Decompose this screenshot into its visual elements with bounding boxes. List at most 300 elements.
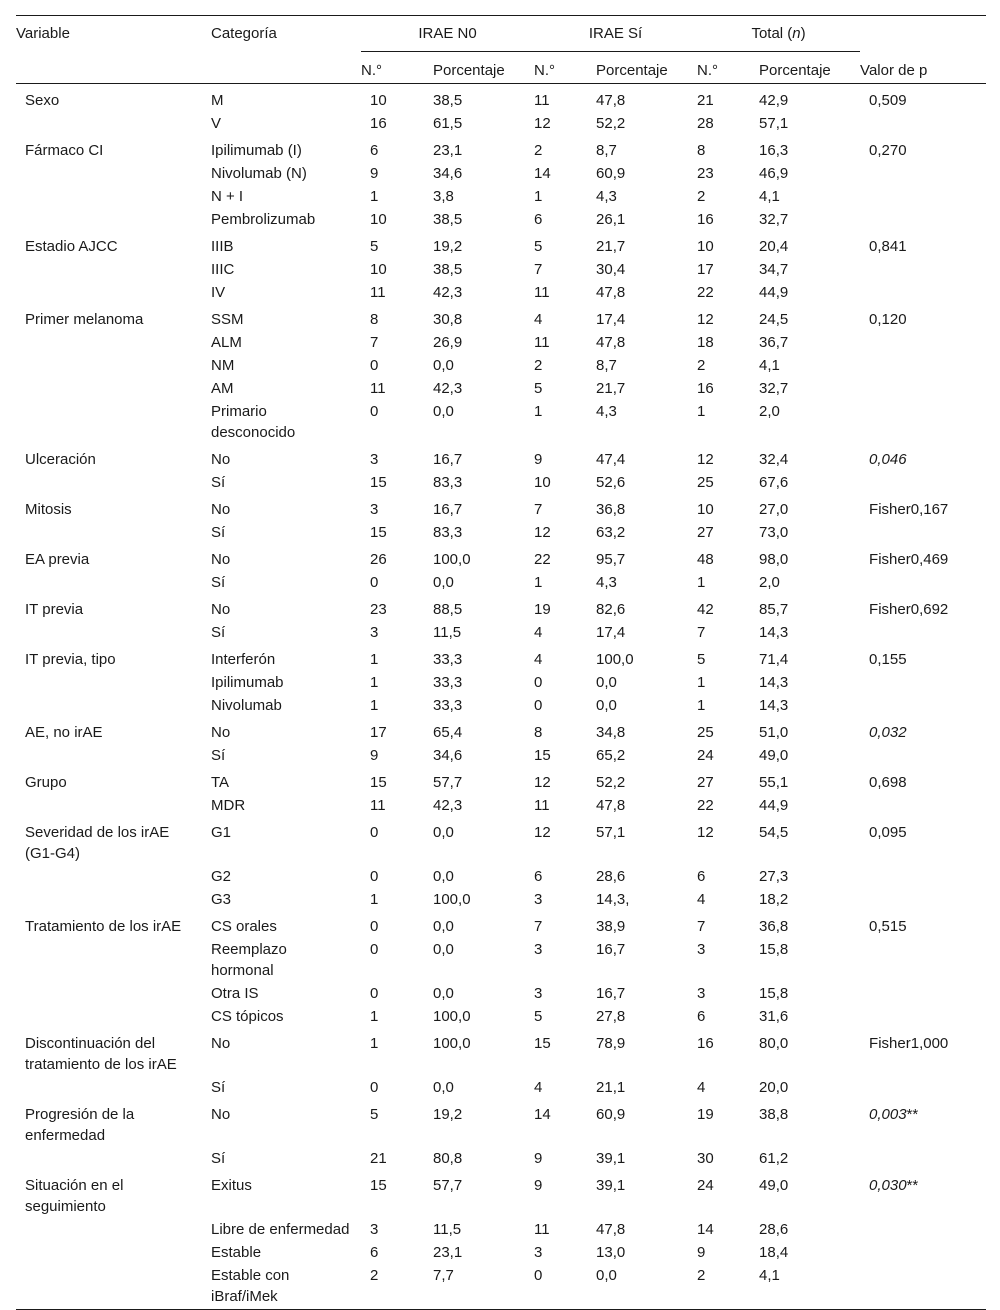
- pct-total-cell: 14,3: [759, 623, 789, 641]
- n-irae-no-cell: 21: [370, 1149, 387, 1167]
- header-variable: Variable: [16, 25, 70, 42]
- category-cell: Nivolumab (N): [211, 164, 307, 182]
- n-total-cell: 1: [697, 673, 706, 691]
- pct-total-cell: 51,0: [759, 723, 789, 741]
- pct-irae-si-cell: 0,0: [596, 1266, 617, 1284]
- n-irae-no-cell: 11: [370, 796, 386, 814]
- category-cell: CS tópicos: [211, 1007, 284, 1025]
- pct-irae-no-cell: 42,3: [433, 796, 463, 814]
- pct-irae-si-cell: 63,2: [596, 523, 626, 541]
- n-irae-no-cell: 16: [370, 114, 387, 132]
- variable-cell: EA previa: [25, 550, 90, 568]
- n-total-cell: 1: [697, 402, 706, 420]
- category-cell: Nivolumab: [211, 696, 282, 714]
- table-row: [16, 445, 986, 472]
- pct-irae-si-cell: 38,9: [596, 917, 626, 935]
- category-cell: No: [211, 500, 231, 518]
- n-irae-no-cell: 3: [370, 500, 379, 518]
- pct-irae-si-cell: 39,1: [596, 1176, 626, 1194]
- pct-total-cell: 49,0: [759, 746, 789, 764]
- p-value-cell: [860, 745, 986, 768]
- p-value: 0,841: [869, 237, 907, 255]
- variable-cell: [16, 378, 211, 401]
- n-total-cell: 19: [697, 1105, 714, 1123]
- pct-total-cell: 98,0: [759, 550, 789, 568]
- pct-total-cell: 2,0: [759, 402, 780, 420]
- pct-total-cell: 31,6: [759, 1007, 789, 1025]
- pct-total-cell: 32,4: [759, 450, 789, 468]
- n-total-cell: 12: [697, 823, 714, 841]
- category-cell: SSM: [211, 310, 244, 328]
- p-value-significance-marker: **: [906, 1176, 919, 1194]
- variable-cell: IT previa, tipo: [25, 650, 116, 668]
- p-value-cell: [860, 1006, 986, 1029]
- pct-irae-no-cell: 0,0: [433, 573, 454, 591]
- table-row: [16, 718, 986, 745]
- category-cell: N + I: [211, 187, 244, 205]
- category-cell: IIIB: [211, 237, 234, 255]
- pct-total-cell: 85,7: [759, 600, 789, 618]
- category-cell: Estable con iBraf/iMek: [211, 1266, 290, 1305]
- header-n-1: N.°: [361, 52, 433, 83]
- n-irae-no-cell: 0: [370, 573, 379, 591]
- n-irae-no-cell: 0: [370, 356, 379, 374]
- p-value: 0,155: [869, 650, 907, 668]
- variable-cell: [16, 472, 211, 495]
- table-row: [16, 355, 986, 378]
- category-cell: Primario desconocido: [211, 402, 296, 441]
- n-irae-no-cell: 1: [370, 890, 379, 908]
- n-irae-no-cell: 9: [370, 746, 379, 764]
- n-total-cell: 22: [697, 283, 714, 301]
- pct-irae-si-cell: 16,7: [596, 984, 626, 1002]
- pct-irae-no-cell: 0,0: [433, 402, 454, 420]
- n-irae-si-cell: 15: [534, 746, 551, 764]
- pct-total-cell: 38,8: [759, 1105, 789, 1123]
- n-irae-si-cell: 12: [534, 114, 551, 132]
- p-value: 0,003: [869, 1105, 907, 1123]
- pct-irae-si-cell: 65,2: [596, 746, 626, 764]
- pct-irae-no-cell: 16,7: [433, 500, 463, 518]
- pct-irae-si-cell: 21,7: [596, 379, 626, 397]
- pct-irae-no-cell: 100,0: [433, 890, 471, 908]
- pct-total-cell: 20,4: [759, 237, 789, 255]
- pct-irae-no-cell: 38,5: [433, 91, 463, 109]
- n-irae-si-cell: 11: [534, 283, 550, 301]
- n-irae-no-cell: 8: [370, 310, 379, 328]
- header-row-1: [16, 16, 986, 53]
- p-value-cell: [860, 622, 986, 645]
- variable-cell: Discontinuación del tratamiento de los irAE: [25, 1034, 177, 1073]
- n-irae-si-cell: 12: [534, 523, 551, 541]
- table-row: [16, 1100, 986, 1148]
- n-irae-si-cell: 11: [534, 333, 550, 351]
- table-row: [16, 259, 986, 282]
- results-table-container: [16, 15, 986, 1310]
- n-irae-no-cell: 11: [370, 283, 386, 301]
- pct-irae-si-cell: 39,1: [596, 1149, 626, 1167]
- n-total-cell: 21: [697, 91, 714, 109]
- category-cell: MDR: [211, 796, 246, 814]
- pct-irae-no-cell: 0,0: [433, 1078, 454, 1096]
- p-value-cell: [860, 718, 986, 745]
- pct-irae-no-cell: 26,9: [433, 333, 463, 351]
- n-irae-no-cell: 1: [370, 187, 379, 205]
- p-value-cell: [860, 1171, 986, 1219]
- pct-irae-si-cell: 47,8: [596, 333, 626, 351]
- variable-cell: Ulceración: [25, 450, 96, 468]
- pct-total-cell: 32,7: [759, 210, 789, 228]
- n-total-cell: 12: [697, 450, 714, 468]
- table-row: [16, 1148, 986, 1171]
- n-total-cell: 2: [697, 356, 706, 374]
- table-row: [16, 1265, 986, 1310]
- pct-irae-si-cell: 21,7: [596, 237, 626, 255]
- table-row: [16, 209, 986, 232]
- header-categoria: Categoría: [211, 25, 277, 42]
- pct-irae-no-cell: 23,1: [433, 1243, 463, 1261]
- pct-irae-no-cell: 80,8: [433, 1149, 463, 1167]
- p-value: 0,120: [869, 310, 907, 328]
- n-irae-si-cell: 7: [534, 260, 543, 278]
- pct-irae-no-cell: 7,7: [433, 1266, 454, 1284]
- pct-irae-no-cell: 16,7: [433, 450, 463, 468]
- p-value-cell: [860, 889, 986, 912]
- variable-cell: [16, 259, 211, 282]
- pct-irae-no-cell: 65,4: [433, 723, 463, 741]
- n-irae-no-cell: 3: [370, 623, 379, 641]
- n-irae-si-cell: 12: [534, 823, 551, 841]
- results-table-body: [16, 83, 986, 1309]
- results-table: [16, 15, 986, 1310]
- pct-total-cell: 16,3: [759, 141, 789, 159]
- n-irae-no-cell: 5: [370, 237, 379, 255]
- n-irae-si-cell: 7: [534, 917, 543, 935]
- category-cell: Exitus: [211, 1176, 252, 1194]
- category-cell: No: [211, 600, 231, 618]
- pct-irae-no-cell: 42,3: [433, 379, 463, 397]
- pct-irae-no-cell: 0,0: [433, 867, 454, 885]
- pct-irae-no-cell: 23,1: [433, 141, 463, 159]
- table-row: [16, 232, 986, 259]
- table-row: [16, 163, 986, 186]
- pct-total-cell: 67,6: [759, 473, 789, 491]
- category-cell: Ipilimumab: [211, 673, 284, 691]
- n-total-cell: 16: [697, 210, 714, 228]
- pct-total-cell: 4,1: [759, 356, 780, 374]
- n-irae-si-cell: 5: [534, 1007, 543, 1025]
- n-irae-si-cell: 8: [534, 723, 543, 741]
- pct-total-cell: 54,5: [759, 823, 789, 841]
- n-total-cell: 22: [697, 796, 714, 814]
- n-total-cell: 9: [697, 1243, 706, 1261]
- pct-irae-si-cell: 78,9: [596, 1034, 626, 1052]
- category-cell: NM: [211, 356, 235, 374]
- pct-irae-si-cell: 47,4: [596, 450, 626, 468]
- header-irae-no: IRAE N0: [361, 16, 534, 53]
- table-row: [16, 1029, 986, 1077]
- n-total-cell: 2: [697, 1266, 706, 1284]
- variable-cell: [16, 1077, 211, 1100]
- n-irae-no-cell: 5: [370, 1105, 379, 1123]
- pct-total-cell: 46,9: [759, 164, 789, 182]
- n-irae-no-cell: 15: [370, 1176, 387, 1194]
- category-cell: ALM: [211, 333, 242, 351]
- table-row: [16, 572, 986, 595]
- n-irae-si-cell: 15: [534, 1034, 551, 1052]
- pct-irae-no-cell: 0,0: [433, 940, 454, 958]
- p-value-cell: [860, 332, 986, 355]
- table-row: [16, 113, 986, 136]
- n-irae-si-cell: 14: [534, 1105, 551, 1123]
- pct-total-cell: 80,0: [759, 1034, 789, 1052]
- pct-irae-no-cell: 19,2: [433, 237, 463, 255]
- variable-cell: [16, 1265, 211, 1310]
- p-value-cell: [860, 378, 986, 401]
- pct-irae-si-cell: 60,9: [596, 164, 626, 182]
- header-total: [697, 16, 860, 53]
- p-value-cell: [860, 912, 986, 939]
- category-cell: G1: [211, 823, 232, 841]
- n-irae-si-cell: 1: [534, 573, 543, 591]
- table-row: [16, 768, 986, 795]
- n-irae-no-cell: 0: [370, 823, 379, 841]
- pct-total-cell: 15,8: [759, 984, 789, 1002]
- variable-cell: Primer melanoma: [25, 310, 144, 328]
- pct-total-cell: 27,0: [759, 500, 789, 518]
- pct-total-cell: 36,8: [759, 917, 789, 935]
- n-irae-no-cell: 1: [370, 650, 379, 668]
- n-total-cell: 14: [697, 1220, 714, 1238]
- variable-cell: [16, 1148, 211, 1171]
- n-irae-no-cell: 0: [370, 917, 379, 935]
- n-total-cell: 17: [697, 260, 714, 278]
- pct-irae-no-cell: 34,6: [433, 164, 463, 182]
- table-row: [16, 282, 986, 305]
- pct-irae-si-cell: 21,1: [596, 1078, 626, 1096]
- variable-cell: [16, 889, 211, 912]
- table-row: [16, 332, 986, 355]
- pct-irae-no-cell: 57,7: [433, 773, 463, 791]
- pct-irae-no-cell: 100,0: [433, 1007, 471, 1025]
- n-irae-si-cell: 11: [534, 91, 550, 109]
- category-cell: Reemplazo hormonal: [211, 940, 287, 979]
- pct-irae-no-cell: 83,3: [433, 473, 463, 491]
- p-value-cell: [860, 672, 986, 695]
- n-irae-no-cell: 15: [370, 773, 387, 791]
- n-irae-si-cell: 12: [534, 773, 551, 791]
- pct-total-cell: 32,7: [759, 379, 789, 397]
- n-irae-no-cell: 3: [370, 450, 379, 468]
- p-value-cell: [860, 1029, 986, 1077]
- p-value-cell: [860, 1077, 986, 1100]
- pct-irae-si-cell: 4,3: [596, 187, 617, 205]
- pct-total-cell: 73,0: [759, 523, 789, 541]
- pct-irae-si-cell: 60,9: [596, 1105, 626, 1123]
- n-total-cell: 7: [697, 623, 706, 641]
- n-irae-no-cell: 6: [370, 1243, 379, 1261]
- p-value: 0,698: [869, 773, 907, 791]
- category-cell: G3: [211, 890, 232, 908]
- variable-cell: [16, 939, 211, 983]
- n-irae-no-cell: 17: [370, 723, 387, 741]
- pct-total-cell: 4,1: [759, 187, 780, 205]
- variable-cell: [16, 186, 211, 209]
- pct-irae-si-cell: 17,4: [596, 623, 626, 641]
- p-value-significance-marker: **: [906, 1105, 919, 1123]
- pct-irae-si-cell: 28,6: [596, 867, 626, 885]
- p-value: Fisher1,000: [869, 1034, 949, 1052]
- variable-cell: [16, 866, 211, 889]
- n-irae-no-cell: 26: [370, 550, 387, 568]
- n-irae-no-cell: 2: [370, 1266, 379, 1284]
- category-cell: Sí: [211, 623, 226, 641]
- p-value: Fisher0,692: [869, 600, 949, 618]
- category-cell: M: [211, 91, 224, 109]
- table-row: [16, 622, 986, 645]
- variable-cell: [16, 332, 211, 355]
- n-irae-si-cell: 5: [534, 379, 543, 397]
- n-irae-no-cell: 10: [370, 210, 387, 228]
- variable-cell: [16, 163, 211, 186]
- p-value-cell: [860, 795, 986, 818]
- n-irae-no-cell: 15: [370, 523, 387, 541]
- n-irae-si-cell: 2: [534, 141, 543, 159]
- n-total-cell: 24: [697, 1176, 714, 1194]
- pct-irae-no-cell: 0,0: [433, 917, 454, 935]
- header-n-2: N.°: [534, 52, 596, 83]
- n-irae-si-cell: 14: [534, 164, 551, 182]
- pct-total-cell: 42,9: [759, 91, 789, 109]
- table-row: [16, 378, 986, 401]
- pct-irae-no-cell: 38,5: [433, 210, 463, 228]
- n-irae-si-cell: 9: [534, 450, 543, 468]
- p-value-cell: [860, 209, 986, 232]
- pct-irae-no-cell: 19,2: [433, 1105, 463, 1123]
- category-cell: TA: [211, 773, 230, 791]
- pct-irae-no-cell: 61,5: [433, 114, 463, 132]
- p-value-cell: [860, 83, 986, 113]
- variable-cell: Fármaco CI: [25, 141, 104, 159]
- pct-total-cell: 14,3: [759, 673, 789, 691]
- variable-cell: [16, 745, 211, 768]
- n-irae-no-cell: 0: [370, 984, 379, 1002]
- n-total-cell: 1: [697, 573, 706, 591]
- pct-total-cell: 14,3: [759, 696, 789, 714]
- table-row: [16, 1242, 986, 1265]
- category-cell: No: [211, 1105, 231, 1123]
- variable-cell: [16, 282, 211, 305]
- n-irae-no-cell: 1: [370, 1007, 379, 1025]
- pct-irae-si-cell: 95,7: [596, 550, 626, 568]
- pct-irae-no-cell: 11,5: [433, 1220, 462, 1238]
- n-total-cell: 18: [697, 333, 714, 351]
- variable-cell: Tratamiento de los irAE: [25, 917, 182, 935]
- p-value-cell: [860, 595, 986, 622]
- pct-irae-si-cell: 34,8: [596, 723, 626, 741]
- p-value-cell: [860, 1148, 986, 1171]
- table-row: [16, 472, 986, 495]
- pct-irae-si-cell: 26,1: [596, 210, 626, 228]
- category-cell: Sí: [211, 523, 226, 541]
- table-row: [16, 939, 986, 983]
- pct-irae-si-cell: 57,1: [596, 823, 626, 841]
- table-row: [16, 136, 986, 163]
- pct-total-cell: 4,1: [759, 1266, 780, 1284]
- pct-irae-no-cell: 30,8: [433, 310, 463, 328]
- p-value-cell: [860, 983, 986, 1006]
- variable-cell: [16, 522, 211, 545]
- header-pct-3: Porcentaje: [759, 52, 860, 83]
- category-cell: CS orales: [211, 917, 277, 935]
- n-irae-no-cell: 23: [370, 600, 387, 618]
- pct-total-cell: 49,0: [759, 1176, 789, 1194]
- header-valor-p: Valor de p: [860, 52, 986, 83]
- table-row: [16, 795, 986, 818]
- category-cell: Sí: [211, 473, 226, 491]
- p-value-cell: [860, 163, 986, 186]
- pct-irae-si-cell: 4,3: [596, 573, 617, 591]
- n-irae-si-cell: 4: [534, 623, 543, 641]
- pct-irae-si-cell: 27,8: [596, 1007, 626, 1025]
- pct-irae-si-cell: 47,8: [596, 283, 626, 301]
- variable-cell: [16, 695, 211, 718]
- p-value-cell: [860, 136, 986, 163]
- category-cell: IV: [211, 283, 226, 301]
- variable-cell: [16, 355, 211, 378]
- n-total-cell: 16: [697, 379, 714, 397]
- p-value-cell: [860, 1242, 986, 1265]
- table-row: [16, 645, 986, 672]
- table-row: [16, 186, 986, 209]
- p-value-cell: [860, 495, 986, 522]
- table-row: [16, 1006, 986, 1029]
- n-irae-no-cell: 6: [370, 141, 379, 159]
- n-total-cell: 24: [697, 746, 714, 764]
- header-pct-2: Porcentaje: [596, 52, 697, 83]
- table-row: [16, 912, 986, 939]
- n-irae-si-cell: 4: [534, 650, 543, 668]
- p-value: Fisher0,469: [869, 550, 949, 568]
- category-cell: V: [211, 114, 222, 132]
- pct-irae-si-cell: 8,7: [596, 356, 617, 374]
- variable-cell: Severidad de los irAE (G1-G4): [25, 823, 170, 862]
- p-value-cell: [860, 401, 986, 445]
- table-row: [16, 595, 986, 622]
- p-value-cell: [860, 282, 986, 305]
- n-irae-si-cell: 3: [534, 940, 543, 958]
- table-row: [16, 672, 986, 695]
- pct-total-cell: 61,2: [759, 1149, 789, 1167]
- variable-cell: [16, 1006, 211, 1029]
- n-total-cell: 2: [697, 187, 706, 205]
- pct-irae-no-cell: 83,3: [433, 523, 463, 541]
- n-irae-no-cell: 0: [370, 1078, 379, 1096]
- n-total-cell: 27: [697, 523, 714, 541]
- p-value: 0,509: [869, 91, 907, 109]
- pct-irae-si-cell: 47,8: [596, 91, 626, 109]
- header-total-label: Total (n): [751, 25, 806, 42]
- header-row-2: [16, 52, 986, 83]
- n-total-cell: 27: [697, 773, 714, 791]
- n-total-cell: 10: [697, 500, 714, 518]
- pct-irae-si-cell: 36,8: [596, 500, 626, 518]
- n-irae-si-cell: 7: [534, 500, 543, 518]
- pct-irae-si-cell: 30,4: [596, 260, 626, 278]
- table-row: [16, 495, 986, 522]
- p-value-cell: [860, 445, 986, 472]
- pct-irae-no-cell: 57,7: [433, 1176, 463, 1194]
